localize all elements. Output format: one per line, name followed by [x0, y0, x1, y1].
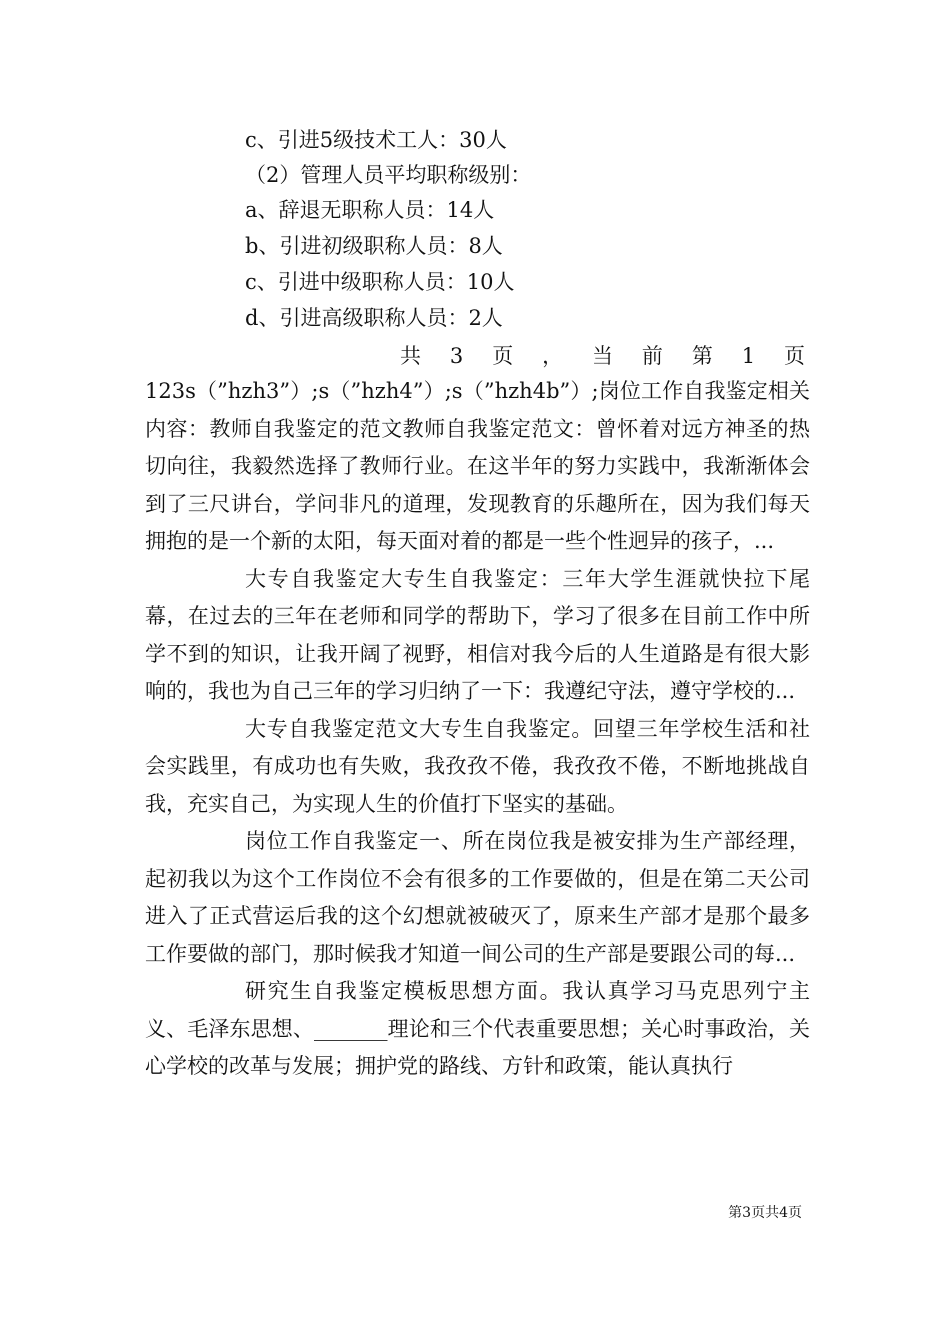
pager-token: 页 — [784, 344, 805, 368]
paragraph-teacher-summary: 123s（”hzh3”）;s（”hzh4”）;s（”hzh4b”）;岗位工作自我鉴定相关内容：教师自我鉴定的范文教师自我鉴定范文：曾怀着对远方神圣的热切向往，我毅然选择了教师行业。在这半年的努力实践中，我渐渐体会到了三尺讲台，学问非凡的道理，发现教育的乐趣所在，因为我们每天拥抱的是一个新的太阳，每天面对着的都是一些个性迥异的孩子，... — [145, 379, 810, 553]
pager-token: 3 — [449, 344, 464, 368]
pager-token: 前 — [641, 344, 663, 368]
pager-token: ， — [542, 344, 564, 368]
pager-token: 第 — [691, 344, 713, 368]
list-item-a-dismiss: a、辞退无职称人员：14人 — [245, 198, 495, 222]
list-item-d-senior: d、引进高级职称人员：2人 — [245, 306, 503, 330]
pager-token: 1 — [741, 344, 756, 368]
paragraph-college-sample: 大专自我鉴定范文大专生自我鉴定。回望三年学校生活和社会实践里，有成功也有失败，我孜孜不倦，我孜孜不倦，不断地挑战自我，充实自己，为实现人生的价值打下坚实的基础。 — [145, 716, 810, 816]
page-counter-line — [400, 338, 805, 374]
list-heading-management: （2）管理人员平均职称级别： — [245, 163, 532, 187]
paragraph-job-summary: 岗位工作自我鉴定一、所在岗位我是被安排为生产部经理，起初我以为这个工作岗位不会有很多的工作要做的，但是在第二天公司进入了正式营运后我的这个幻想就被破灭了，原来生产部才是那个最多工作要做的部门，那时候我才知道一间公司的生产部是要跟公司的每... — [145, 829, 810, 966]
page-footer: 第3页共4页 — [728, 1205, 802, 1221]
list-item-b-junior: b、引进初级职称人员：8人 — [245, 234, 503, 258]
paragraph-college-summary: 大专自我鉴定大专生自我鉴定：三年大学生涯就快拉下尾幕，在过去的三年在老师和同学的帮助下，学习了很多在目前工作中所学不到的知识，让我开阔了视野，相信对我今后的人生道路是有很大影响的，我也为自己三年的学习归纳了一下：我遵纪守法，遵守学校的... — [145, 566, 810, 703]
pager-token: 页 — [492, 344, 514, 368]
paragraph-graduate-summary: 研究生自我鉴定模板思想方面。我认真学习马克思列宁主义、毛泽东思想、_______理论和三个代表重要思想；关心时事政治，关心学校的改革与发展；拥护党的路线、方针和政策，能认真执行 — [145, 979, 810, 1078]
pager-token: 共 — [400, 344, 421, 368]
body-text — [145, 373, 810, 1086]
pager-token: 当 — [592, 344, 613, 368]
list-item-c-technicians: c、引进5级技术工人：30人 — [245, 128, 507, 152]
list-item-c-middle: c、引进中级职称人员：10人 — [245, 270, 515, 294]
